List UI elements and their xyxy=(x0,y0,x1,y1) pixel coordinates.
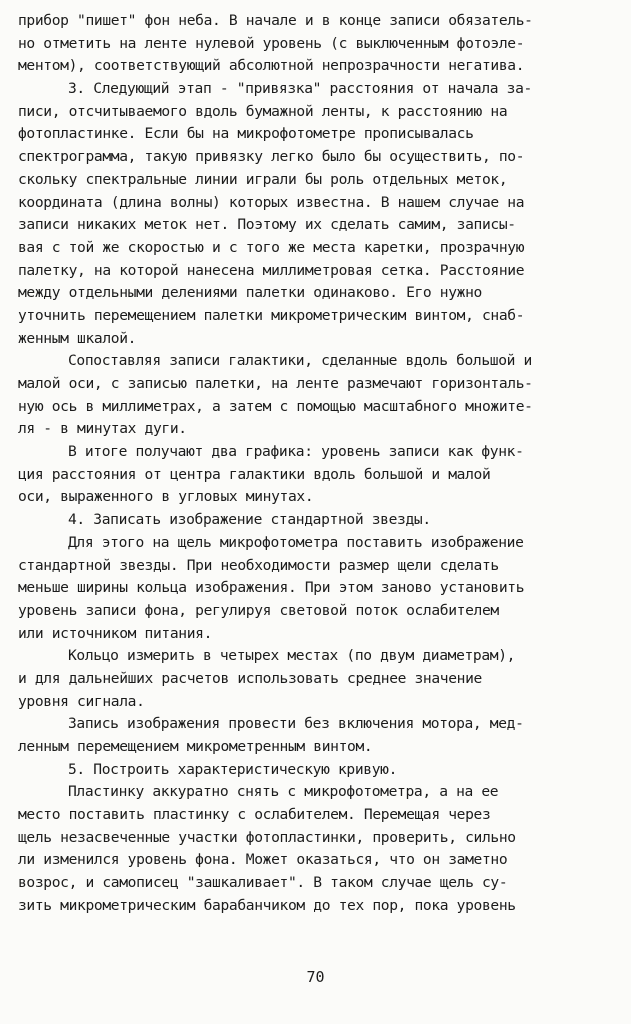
text-line: ленным перемещением микрометренным винтом. xyxy=(18,738,373,755)
text-line: малой оси, с записью палетки, на ленте размечают горизонталь- xyxy=(18,375,533,392)
text-line: спектрограмма, такую привязку легко было бы осуществить, по- xyxy=(18,148,525,166)
text-line: оси, выраженного в угловых минутах. xyxy=(18,488,314,506)
text-line: 4. Записать изображение стандартной звезды. xyxy=(68,511,431,529)
text-line: 3. Следующий этап - "привязка" расстояния от начала за- xyxy=(68,80,532,98)
document-page xyxy=(18,10,616,918)
text-line: зить микрометрическим барабанчиком до тех пор, пока уровень xyxy=(18,896,516,914)
text-line: между отдельными делениями палетки одинаково. Его нужно xyxy=(18,284,482,302)
text-line: прибор "пишет" фон неба. В начале и в конце записи обязатель- xyxy=(18,12,533,29)
text-line: Пластинку аккуратно снять с микрофотометра, а на ее xyxy=(68,783,499,801)
text-line: вая с той же скоростью и с того же места каретки, прозрачную xyxy=(18,238,525,256)
text-line: Для этого на щель микрофотометра поставить изображение xyxy=(68,533,524,551)
text-line: уровень записи фона, регулируя световой поток ослабителем xyxy=(18,601,499,619)
text-line: ментом), соответствующий абсолютной непрозрачности негатива. xyxy=(18,57,525,75)
text-line: место поставить пластинку с ослабителем. Перемещая через xyxy=(18,806,491,824)
text-line: записи никаких меток нет. Поэтому их сделать самим, записы- xyxy=(18,216,516,234)
text-line: женным шкалой. xyxy=(18,329,137,347)
text-line: щель незасвеченные участки фотопластинки, проверить, сильно xyxy=(18,828,516,846)
text-line: но отметить на ленте нулевой уровень (с выключенным фотоэле- xyxy=(18,34,525,52)
text-line: Запись изображения провести без включения мотора, мед- xyxy=(68,715,524,733)
text-line: ную ось в миллиметрах, а затем с помощью масштабного множите- xyxy=(18,397,533,415)
text-line: 5. Построить характеристическую кривую. xyxy=(68,760,398,778)
text-line: ция расстояния от центра галактики вдоль большой и малой xyxy=(18,465,491,483)
text-line: уточнить перемещением палетки микрометрическим винтом, снаб- xyxy=(18,306,525,324)
text-line: меньше ширины кольца изображения. При этом заново установить xyxy=(18,579,525,597)
text-line: стандартной звезды. При необходимости размер щели сделать xyxy=(18,556,499,574)
text-line: скольку спектральные линии играли бы роль отдельных меток, xyxy=(18,170,508,188)
text-line: ля - в минутах дуги. xyxy=(18,420,187,438)
text-line: уровня сигнала. xyxy=(18,692,145,710)
text-line: писи, отсчитываемого вдоль бумажной ленты, к расстоянию на xyxy=(18,102,508,120)
text-line: В итоге получают два графика: уровень записи как функ- xyxy=(68,443,524,461)
text-line: или источником питания. xyxy=(18,624,213,642)
page-number: 70 xyxy=(306,968,325,986)
text-line: и для дальнейших расчетов использовать среднее значение xyxy=(18,669,482,687)
text-line: ли изменился уровень фона. Может оказаться, что он заметно xyxy=(18,851,508,869)
text-line: Кольцо измерить в четырех местах (по двум диаметрам), xyxy=(68,647,516,665)
text-line: Сопоставляя записи галактики, сделанные вдоль большой и xyxy=(68,352,532,370)
text-line: координата (длина волны) которых известна. В нашем случае на xyxy=(18,193,525,211)
text-line: палетку, на которой нанесена миллиметровая сетка. Расстояние xyxy=(18,261,525,279)
text-line: фотопластинке. Если бы на микрофотометре прописывалась xyxy=(18,125,474,143)
text-line: возрос, и самописец "зашкаливает". В таком случае щель су- xyxy=(18,874,508,892)
